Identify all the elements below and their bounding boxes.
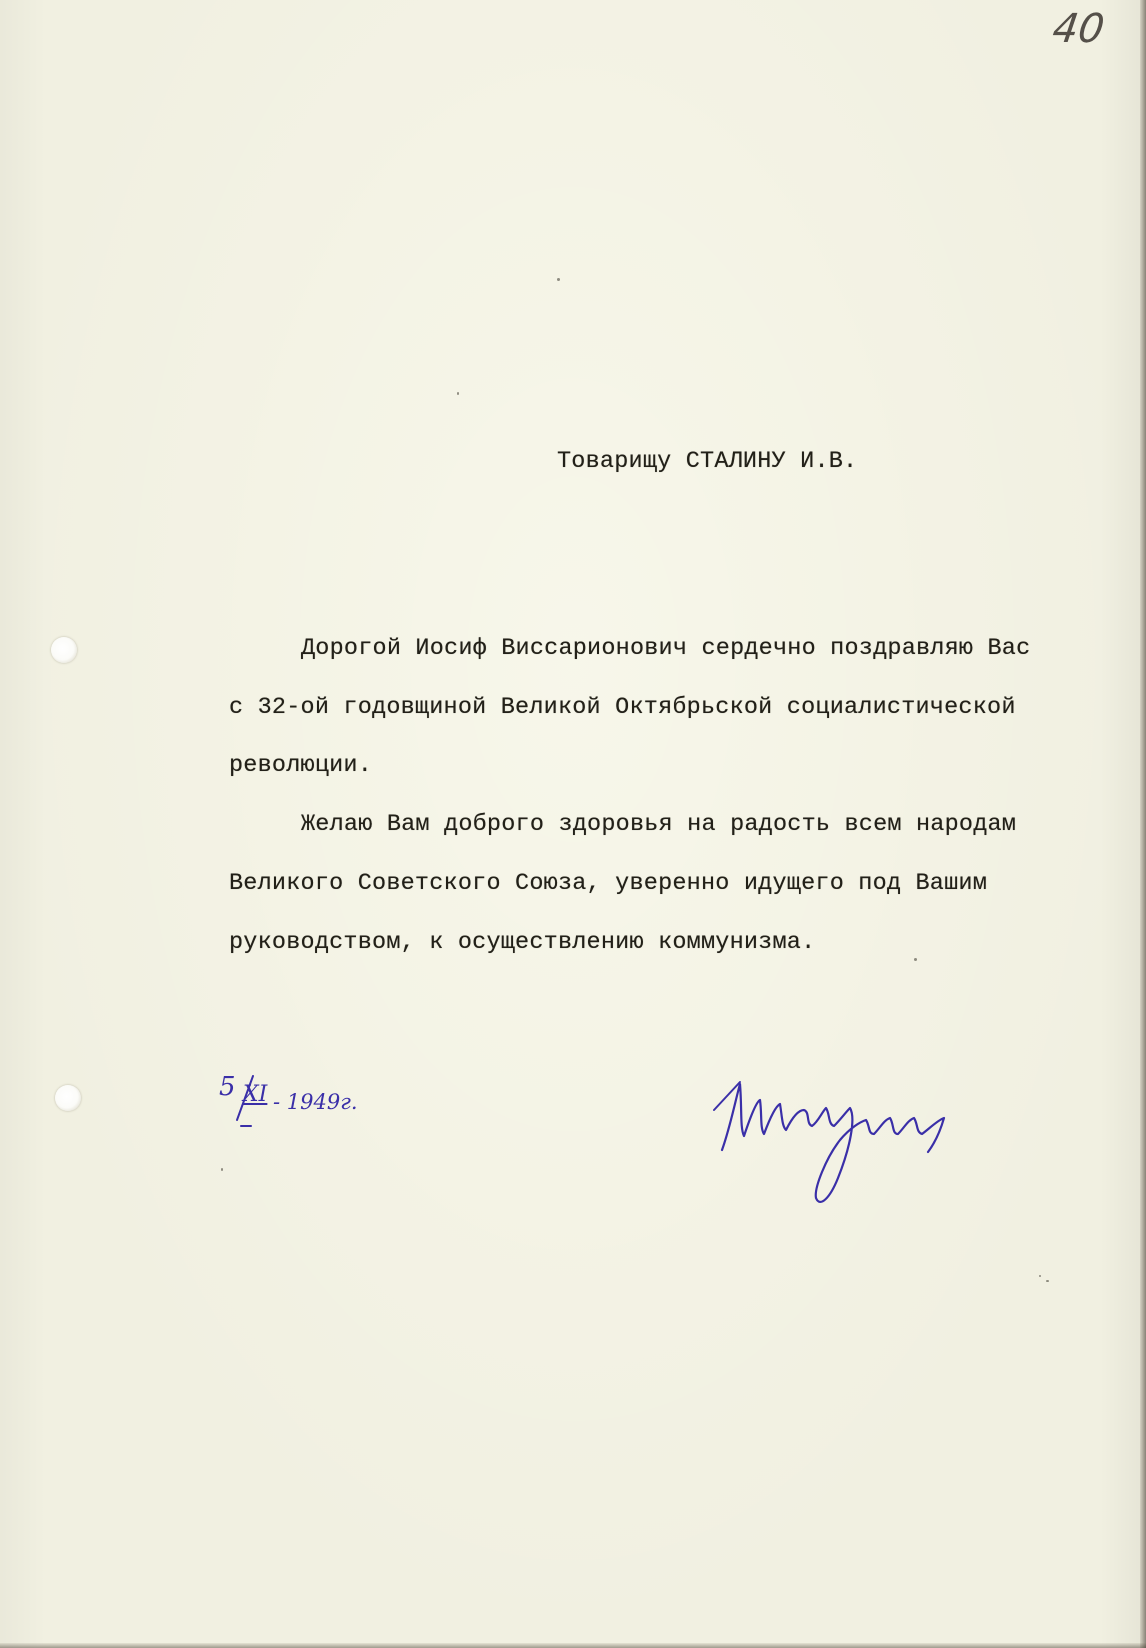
- paper-speck: [221, 1168, 223, 1171]
- paragraph-1-line-1: Дорогой Иосиф Виссарионович сердечно поздравляю Вас: [301, 635, 1031, 662]
- paragraph-2-line-2: Великого Советского Союза, уверенно идущего под Вашим: [229, 870, 988, 897]
- paragraph-1-line-2: с 32-ой годовщиной Великой Октябрьской социалистической: [229, 694, 1016, 721]
- paper-speck: [1046, 1280, 1049, 1282]
- paragraph-1-line-3: революции.: [229, 752, 373, 779]
- paragraph-2-line-1: Желаю Вам доброго здоровья на радость всем народам: [301, 811, 1017, 838]
- page-edge-bottom: [0, 1643, 1146, 1648]
- paper-speck: [457, 392, 459, 395]
- date-year: - 1949г.: [273, 1090, 358, 1114]
- date-day: 5: [219, 1072, 236, 1102]
- archive-page-number: 40: [1049, 6, 1108, 52]
- paragraph-2-line-3: руководством, к осуществлению коммунизма.: [229, 929, 816, 956]
- paper-speck: [914, 958, 917, 961]
- punch-hole-bottom: [55, 1085, 81, 1111]
- addressee-line: Товарищу СТАЛИНУ И.В.: [557, 448, 858, 475]
- punch-hole-top: [51, 637, 77, 663]
- date-underline-mark: [239, 1122, 259, 1132]
- page-edge-right: [1140, 0, 1146, 1648]
- paper-speck: [1039, 1275, 1041, 1277]
- paper-speck: [557, 278, 560, 281]
- handwritten-date: [215, 1068, 395, 1138]
- date-month: XI: [243, 1082, 268, 1107]
- handwritten-signature: [700, 1048, 980, 1218]
